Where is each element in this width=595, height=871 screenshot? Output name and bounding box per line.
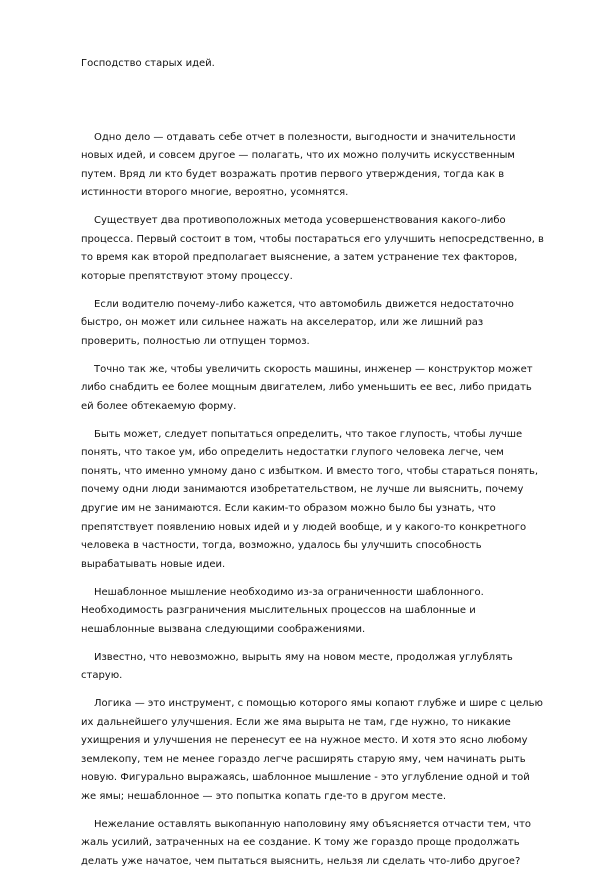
paragraph: Быть может, следует попытаться определить, что такое глупость, чтобы лучше понять, что такое ум, ибо определить недостатки глупого человека легче, чем понять, что именно умному дано с избытком. И вместо того, чтобы стараться понять, почему одни люди занимаются изобретательством, не лучше ли выяснить, почему другие им не занимаются. Если каким-то образом можно было бы узнать, что препятствует появлению новых идей и у людей вообще, и у какого-то конкретного человека в частности, тогда, возможно, удалось бы улучшить способность вырабатывать новые идеи. <box>81 428 539 570</box>
paragraph: Нешаблонное мышление необходимо из-за ограниченности шаблонного. Необходимость разграничения мыслительных процессов на шаблонные и нешаблонные вызвана следующими соображениями. <box>81 586 484 635</box>
paragraph: Одно дело — отдавать себе отчет в полезности, выгодности и значительности новых идей, и совсем другое — полагать, что их можно получить искусственным путем. Вряд ли кто будет возражать против первого утверждения, тогда как в истинности второго многие, вероятно, усомнятся. <box>81 131 516 199</box>
paragraph: Если водителю почему-либо кажется, что автомобиль движется недостаточно быстро, он может или сильнее нажать на акселератор, или же лишний раз проверить, полностью ли отпущен тормоз. <box>81 298 514 347</box>
document-title: Господство старых идей. <box>81 58 215 69</box>
paragraph: Нежелание оставлять выкопанную наполовину яму объясняется отчасти тем, что жаль усилий, затраченных на ее создание. К тому же гораздо проще продолжать делать уже начатое, чем пытаться выяснить, нельзя ли сделать что-либо другое? <box>81 818 532 867</box>
paragraph: Логика — это инструмент, с помощью которого ямы копают глубже и шире с целью их дальнейшего улучшения. Если же яма вырыта не там, где нужно, то никакие ухищрения и улучшения не перенесут ее на нужное место. И хотя это ясно любому землекопу, тем не менее гораздо легче расширять старую яму, чем начинать рыть новую. Фигурально выражаясь, шаблонное мышление - это углубление одной и той же ямы; нешаблонное — это попытка копать где-то в другом месте. <box>81 697 543 802</box>
document-body <box>81 129 545 871</box>
paragraph: Существует два противоположных метода усовершенствования какого-либо процесса. Первый состоит в том, чтобы постараться его улучшить непосредственно, в то время как второй предполагает выяснение, а затем устранение тех факторов, которые препятствуют этому процессу. <box>81 215 544 282</box>
paragraph: Точно так же, чтобы увеличить скорость машины, инженер — конструктор может либо снабдить ее более мощным двигателем, либо уменьшить ее вес, либо придать ей более обтекаемую форму. <box>81 363 533 412</box>
paragraph: Известно, что невозможно, вырыть яму на новом месте, продолжая углублять старую. <box>81 651 513 682</box>
